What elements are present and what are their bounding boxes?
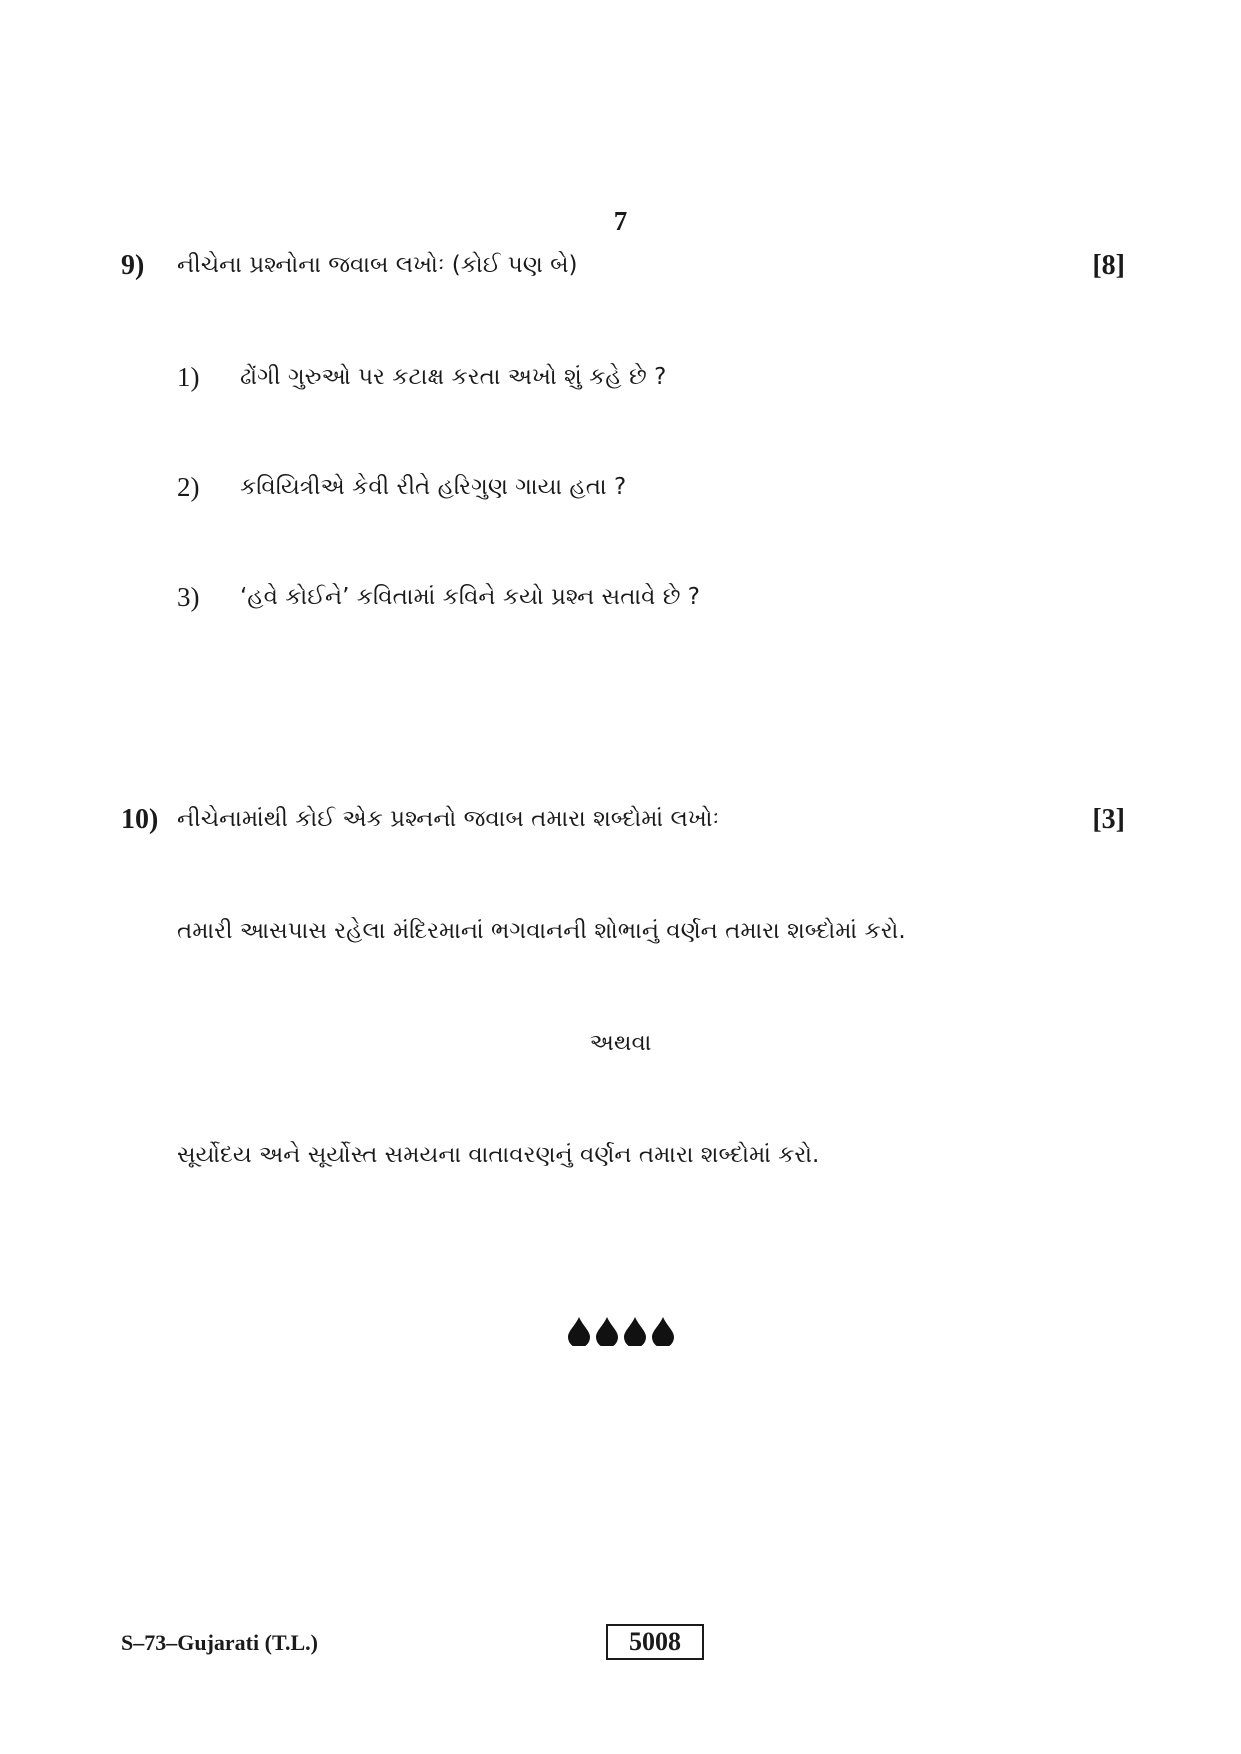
question-9-item-3-number: 3): [177, 582, 200, 612]
paper-code: S–73–Gujarati (T.L.): [121, 1630, 318, 1655]
question-9-text: નીચેના પ્રશ્નોના જવાબ લખોઃ (કોઈ પણ બે): [177, 252, 578, 278]
question-10-option-b: સૂર્યોદય અને સૂર્યોસ્ત સમયના વાતાવરણનું વર્ણન તમારા શબ્દોમાં કરો.: [177, 1142, 820, 1168]
teardrop-icon: [622, 1316, 648, 1346]
page-number: 7: [613, 206, 628, 236]
teardrop-icon: [594, 1316, 620, 1346]
question-10-number: 10): [121, 804, 159, 835]
question-9-item-2-number: 2): [177, 472, 200, 502]
teardrop-icon: [566, 1316, 592, 1346]
question-9-marks: [8]: [1092, 250, 1125, 281]
question-9-item-3-text: ‘હવે કોઈને’ કવિતામાં કવિને કયો પ્રશ્ન સતાવે છે ?: [240, 584, 701, 610]
end-ornament: [0, 1316, 1241, 1346]
teardrop-icon: [650, 1316, 676, 1346]
question-10-marks: [3]: [1092, 804, 1125, 835]
question-9-item-2-text: કવિયિત્રીએ કેવી રીતે હરિગુણ ગાયા હતા ?: [240, 474, 627, 500]
boxed-code: 5008: [606, 1624, 704, 1660]
question-10-text: નીચેનામાંથી કોઈ એક પ્રશ્નનો જવાબ તમારા શબ્દોમાં લખોઃ: [177, 806, 720, 832]
question-10-separator: અથવા: [589, 1030, 652, 1056]
question-9-item-1-text: ઢોંગી ગુરુઓ પર કટાક્ષ કરતા અખો શું કહે છે ?: [240, 364, 667, 390]
question-9-number: 9): [121, 250, 145, 281]
question-9-item-1-number: 1): [177, 362, 200, 392]
question-10-option-a: તમારી આસપાસ રહેલા મંદિરમાનાં ભગવાનની શોભાનું વર્ણન તમારા શબ્દોમાં કરો.: [177, 918, 906, 944]
